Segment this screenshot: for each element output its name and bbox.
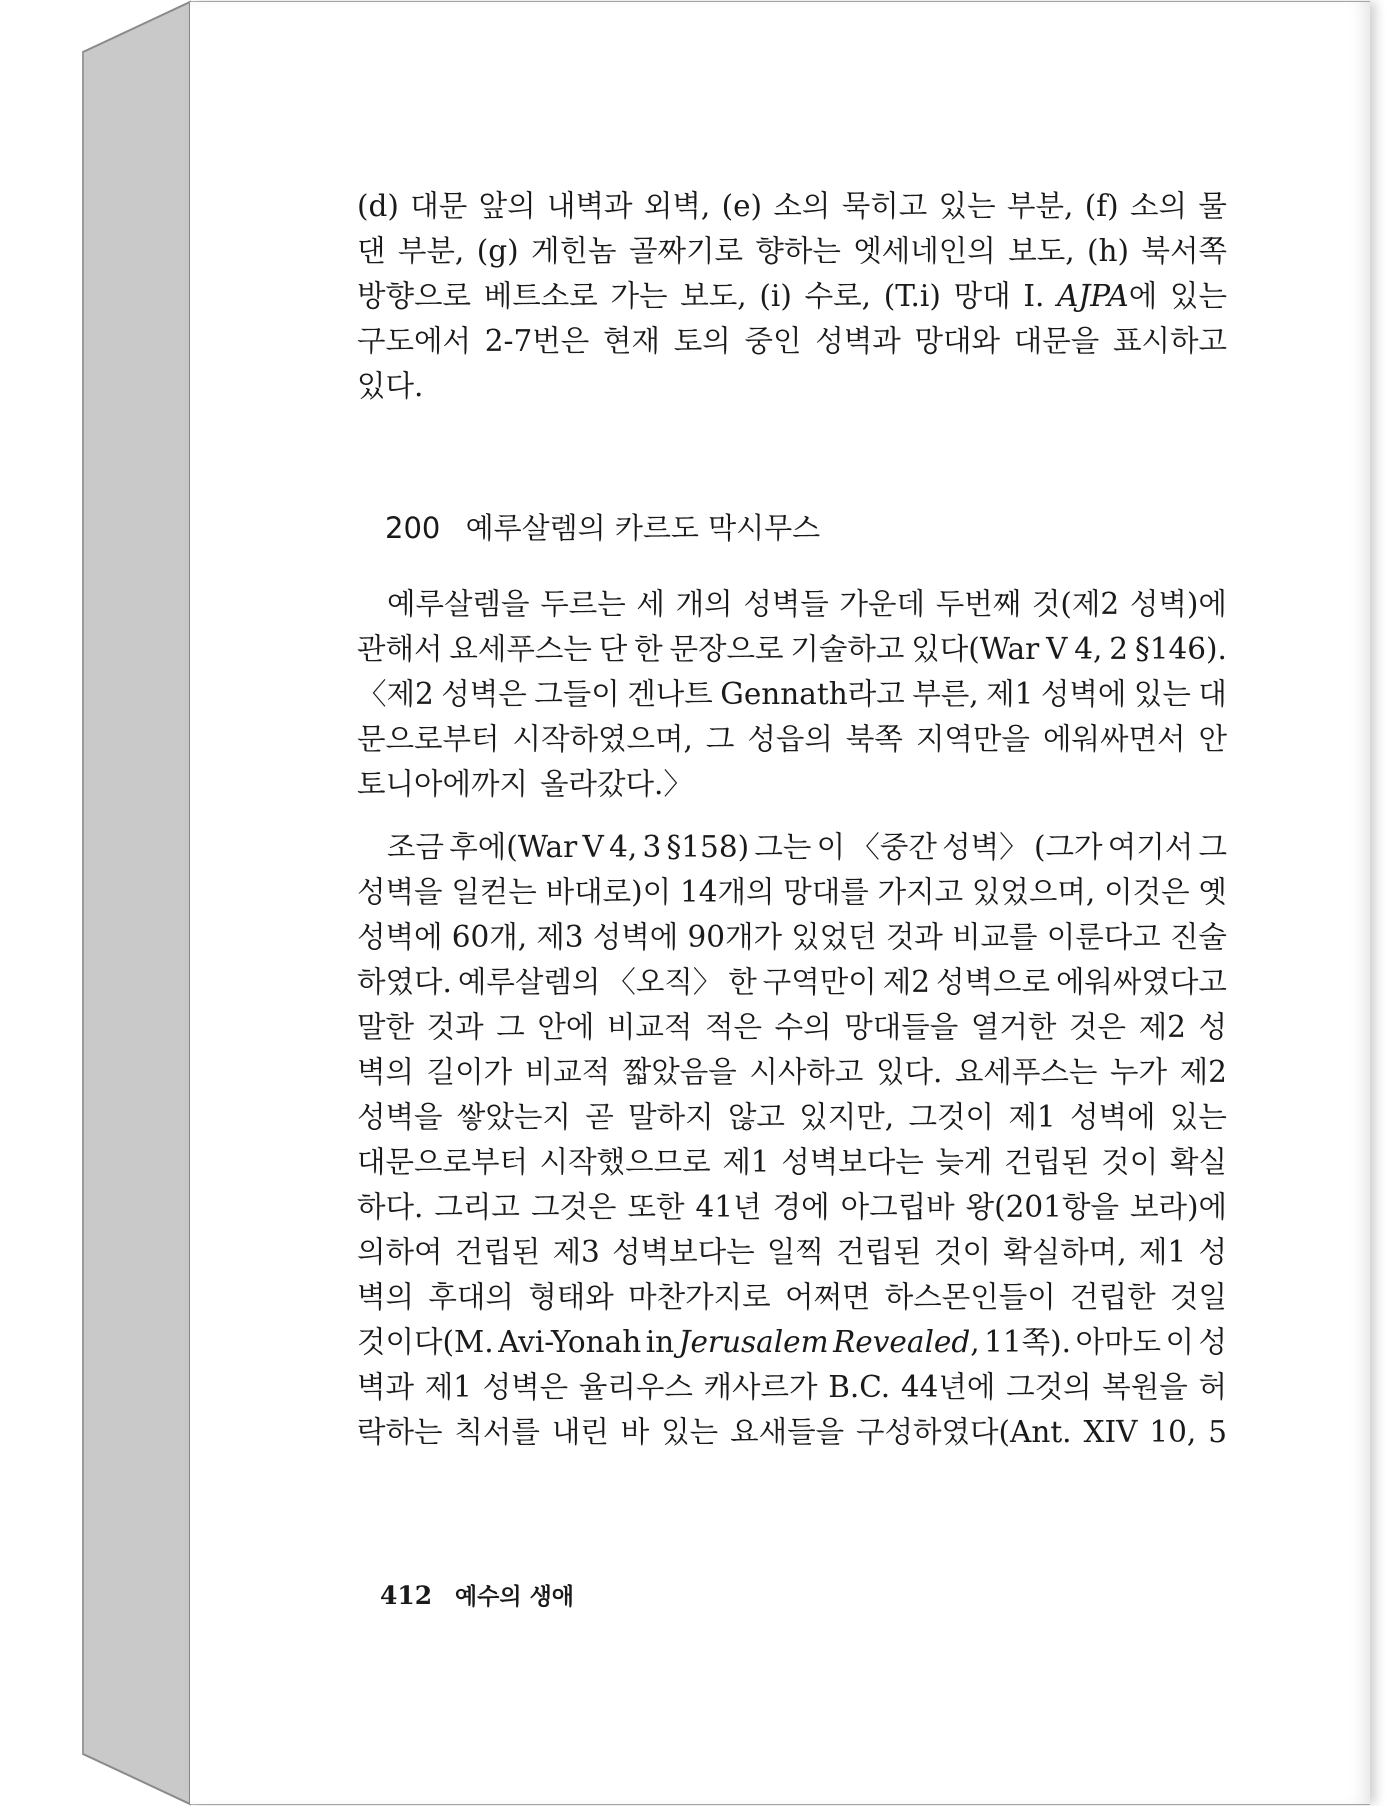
word: 제2: [1138, 1010, 1186, 1044]
word: 앞의: [478, 189, 536, 223]
word: 마찬가지로: [628, 1280, 771, 1314]
word: 구도에서: [357, 324, 471, 358]
word: 길이가: [426, 1055, 513, 1089]
word: 요새들을: [730, 1415, 845, 1449]
word: 시작했으므로: [539, 1145, 711, 1179]
word: 건립한: [1070, 1280, 1156, 1314]
word: 성벽과: [815, 324, 901, 358]
word: 댄: [357, 234, 386, 268]
word: 요세푸스는: [449, 632, 592, 666]
word: 있다.: [875, 1055, 943, 1089]
word: 이: [1165, 1325, 1194, 1359]
word: 세: [636, 587, 665, 621]
word: 이룬다고: [1046, 920, 1161, 954]
word: 것과: [426, 1010, 484, 1044]
word: 또한: [627, 1190, 685, 1224]
word: AJPA에: [1057, 279, 1158, 313]
word: 구성하였다(Ant.: [856, 1415, 1072, 1449]
word: 대문: [410, 189, 468, 223]
word: 후대의: [428, 1280, 514, 1314]
word: 기술하고: [790, 632, 905, 666]
word: 60개,: [451, 920, 528, 954]
word: 제3: [536, 920, 584, 954]
word: 관해서: [357, 632, 443, 666]
word: 에워싸면서: [1042, 722, 1186, 756]
word: 않고: [727, 1100, 785, 1134]
word: 그: [705, 722, 735, 756]
word: 허: [1198, 1370, 1227, 1404]
word: 벽의: [357, 1280, 414, 1314]
word: 것이다(M.: [357, 1325, 494, 1359]
word: 부분,: [397, 234, 465, 268]
word: 5: [1208, 1415, 1227, 1449]
word: 시작하였으며,: [512, 722, 693, 756]
word: 칙서를: [454, 1415, 540, 1449]
word: 소의: [1130, 189, 1188, 223]
word: 제1: [424, 1370, 472, 1404]
word: 하였다.: [357, 965, 452, 999]
word: 보라)에: [1129, 1190, 1227, 1224]
word: 있는: [661, 1415, 719, 1449]
word: B.C.: [828, 1370, 891, 1404]
word: 게힌놈: [531, 234, 617, 268]
word: 의하여: [357, 1235, 443, 1269]
word: 성벽을: [357, 875, 443, 909]
word: 4,: [609, 830, 638, 864]
word: 44년에: [900, 1370, 996, 1404]
word: 제2: [882, 965, 930, 999]
text-line: [357, 870, 1227, 915]
word: 그들이: [534, 677, 620, 711]
word: 가는: [610, 279, 668, 313]
word: 확실하며,: [1003, 1235, 1127, 1269]
word: 성: [1198, 1325, 1227, 1359]
word: Gennath라고: [720, 677, 905, 711]
word: §146).: [1134, 632, 1227, 666]
text-line: [357, 1185, 1227, 1230]
text-line: [357, 1095, 1227, 1140]
word: 개의: [675, 587, 733, 621]
word: 구역만이: [762, 965, 877, 999]
word: 곧: [585, 1100, 614, 1134]
word: 14개의: [679, 875, 775, 909]
word: 성벽에: [592, 920, 679, 954]
word: 방향으로: [357, 279, 471, 313]
word: 이것은: [1104, 875, 1190, 909]
word: 쌓았는지: [456, 1100, 571, 1134]
word: 비교적: [524, 1055, 611, 1089]
word: 묵히고: [841, 189, 928, 223]
word: 향하는: [755, 234, 841, 268]
text-line: [357, 1140, 1227, 1185]
word: 망대들을: [844, 1010, 959, 1044]
word: 시사하고: [749, 1055, 864, 1089]
word: 〈중간: [850, 830, 937, 864]
word: 성벽에: [357, 920, 443, 954]
word: 제1: [1138, 1235, 1187, 1269]
word: 북쪽: [845, 722, 903, 756]
word: 부분,: [1007, 189, 1074, 223]
word: 〈제2: [357, 677, 434, 711]
word: 벽의: [357, 1055, 414, 1089]
word: 외벽,: [643, 189, 711, 223]
word: 안: [1198, 722, 1227, 756]
word: 복원을: [1102, 1370, 1188, 1404]
word: 성읍의: [747, 722, 833, 756]
word: 문으로부터: [357, 722, 500, 756]
word: 비교적: [606, 1010, 693, 1044]
word: 소의: [773, 189, 831, 223]
word: 단: [598, 632, 628, 666]
word: 2: [1109, 632, 1129, 666]
word: 것과: [885, 920, 943, 954]
word: 표시하고: [1113, 324, 1227, 358]
word: 열거한: [970, 1010, 1057, 1044]
word: 이: [816, 830, 846, 864]
word: 성벽에: [1070, 1100, 1156, 1134]
word: 하다.: [357, 1190, 424, 1224]
word: 가지고: [877, 875, 964, 909]
word: 성: [1198, 1235, 1227, 1269]
text-line: [357, 960, 1227, 1005]
word: 형태와: [528, 1280, 614, 1314]
word: 있는: [938, 189, 996, 223]
word: 있는: [1169, 279, 1227, 313]
word: 한: [634, 632, 663, 666]
text-line: [357, 825, 1227, 870]
word: 성벽들: [743, 587, 829, 621]
word: (i): [759, 279, 792, 313]
main-paragraph-1: [357, 582, 1227, 807]
word: 북서쪽: [1141, 234, 1227, 268]
word: §158): [666, 830, 750, 864]
word: 성벽〉: [942, 830, 1029, 864]
word: 4,: [1074, 632, 1103, 666]
word: 성벽으로: [935, 965, 1050, 999]
word: 에워싸였다고: [1055, 965, 1227, 999]
word: 건립된: [1004, 1145, 1090, 1179]
word: 비교를: [952, 920, 1038, 954]
word: 제1: [1008, 1100, 1056, 1134]
word: 그: [496, 1010, 525, 1044]
word: (g): [476, 234, 519, 268]
word: 그것이: [908, 1100, 995, 1134]
word: 예루살렘을: [387, 587, 530, 621]
word: 토의: [673, 324, 731, 358]
word: 있었으며,: [971, 875, 1096, 909]
text-line: [357, 184, 1227, 229]
word: 내벽과: [546, 189, 633, 223]
word: 현재: [603, 324, 660, 358]
text-line: [357, 1275, 1227, 1320]
text-line: [357, 915, 1227, 960]
word: 성: [1198, 1010, 1227, 1044]
word: 한: [728, 965, 757, 999]
word: in: [645, 1325, 675, 1359]
word: 것은: [1068, 1010, 1126, 1044]
word: 수의: [774, 1010, 832, 1044]
word: V: [1046, 632, 1068, 666]
word: 아마도: [1075, 1325, 1162, 1359]
text-line: [357, 1230, 1227, 1275]
word: 대문을: [1013, 324, 1100, 358]
word: 중인: [744, 324, 802, 358]
word: 벽과: [357, 1370, 414, 1404]
word: I.: [1023, 279, 1045, 313]
word: 락하는: [357, 1415, 443, 1449]
word: 대문으로부터: [357, 1145, 528, 1179]
word: 캐사르가: [703, 1370, 818, 1404]
word: 누가: [1110, 1055, 1168, 1089]
text-line: [357, 627, 1227, 672]
word: 겐나트: [627, 677, 713, 711]
word: 어쩌면: [784, 1280, 871, 1314]
word: 짧았음을: [622, 1055, 737, 1089]
word: 것이: [933, 1235, 991, 1269]
word: 있는: [1169, 1100, 1227, 1134]
word: 있다(War: [911, 632, 1040, 666]
word: 그: [1198, 830, 1227, 864]
text-line: [357, 1050, 1227, 1095]
word: 옛: [1198, 875, 1227, 909]
word: 문장으로: [669, 632, 784, 666]
word: 골짜기로: [628, 234, 743, 268]
word: 베트소로: [483, 279, 598, 313]
word: 올라갔다.〉: [539, 767, 693, 801]
word: 망대: [953, 279, 1011, 313]
word: 것이: [1101, 1145, 1159, 1179]
word: (h): [1087, 234, 1130, 268]
word: 율리우스: [578, 1370, 693, 1404]
word: 제1: [986, 677, 1034, 711]
section-number: 200: [385, 511, 441, 545]
word: 성벽은: [441, 677, 527, 711]
text-line: [357, 319, 1227, 364]
word: 여기서: [1107, 830, 1194, 864]
word: 예루살렘의: [457, 965, 601, 999]
word: 그는: [754, 830, 812, 864]
word: 2-7번은: [484, 324, 590, 358]
word: 바대로)이: [545, 875, 672, 909]
text-line: [357, 717, 1227, 762]
word: 90개가: [687, 920, 782, 954]
upper-paragraph: [357, 184, 1227, 409]
section-title: 예루살렘의 카르도 막시무스: [465, 511, 821, 545]
text-line: [357, 1410, 1227, 1455]
word: 망대와: [914, 324, 1000, 358]
word: 지역만을: [915, 722, 1030, 756]
word: (d): [357, 189, 399, 223]
text-line: [357, 229, 1227, 274]
word: 진술: [1169, 920, 1227, 954]
word: 물: [1198, 189, 1227, 223]
word: 가운데: [839, 587, 926, 621]
word: 두르는: [540, 587, 626, 621]
word: Jerusalem: [678, 1325, 829, 1359]
word: Revealed,: [833, 1325, 980, 1359]
text-line: [357, 1320, 1227, 1365]
word: 것일: [1170, 1280, 1227, 1314]
word: 10,: [1149, 1415, 1197, 1449]
word: 엣세네인의: [853, 234, 996, 268]
word: 수로,: [804, 279, 871, 313]
word: XIV: [1083, 1415, 1138, 1449]
word: Avi-Yonah: [498, 1325, 642, 1359]
word: 바: [620, 1415, 650, 1449]
word: 보도,: [680, 279, 747, 313]
word: 적은: [705, 1010, 763, 1044]
word: 대: [1198, 677, 1227, 711]
word: 그것은: [530, 1190, 617, 1224]
word: 아그립바: [840, 1190, 955, 1224]
word: 성벽보다는: [612, 1235, 755, 1269]
word: 말한: [357, 1010, 414, 1044]
word: (T.i): [883, 279, 941, 313]
word: 부른,: [912, 677, 979, 711]
section-heading: [385, 508, 820, 548]
word: 제3: [552, 1235, 600, 1269]
word: 있지만,: [799, 1100, 895, 1134]
word: 있다.: [357, 369, 424, 403]
word: 3: [642, 830, 662, 864]
word: 일컫는: [451, 875, 537, 909]
word: 성벽을: [357, 1100, 443, 1134]
word: 왕(201항을: [965, 1190, 1119, 1224]
word: 것(제2: [1031, 587, 1120, 621]
word: 성벽)에: [1129, 587, 1227, 621]
word: 늦게: [935, 1145, 993, 1179]
text-line: [357, 582, 1227, 627]
word: 그것의: [1006, 1370, 1092, 1404]
word: (e): [721, 189, 763, 223]
word: 건립된: [836, 1235, 922, 1269]
word: 안에: [537, 1010, 595, 1044]
text-line: [357, 672, 1227, 717]
word: 일찍: [766, 1235, 824, 1269]
word: (f): [1084, 189, 1119, 223]
word: 있는: [1133, 677, 1191, 711]
word: 확실: [1169, 1145, 1227, 1179]
word: 요세푸스는: [954, 1055, 1098, 1089]
word: 망대를: [783, 875, 869, 909]
word: V: [582, 830, 604, 864]
word: (그가: [1033, 830, 1103, 864]
running-title: 예수의 생애: [454, 1584, 575, 1610]
word: 41년: [695, 1190, 762, 1224]
word: 두번째: [935, 587, 1022, 621]
text-line: [357, 1365, 1227, 1410]
page-number: 412: [380, 1581, 433, 1610]
word: 하스몬인들이: [884, 1280, 1056, 1314]
word: 그리고: [434, 1190, 520, 1224]
word: 성벽에: [1040, 677, 1127, 711]
text-line: [357, 364, 1227, 409]
text-line: [357, 1005, 1227, 1050]
word: 〈오직〉: [606, 965, 723, 999]
word: 말하지: [628, 1100, 714, 1134]
text-line: [357, 274, 1227, 319]
word: 내린: [551, 1415, 609, 1449]
page-footer: [380, 1578, 574, 1611]
word: 11쪽).: [984, 1325, 1072, 1359]
word: 토니아에까지: [357, 767, 528, 801]
word: 제1: [722, 1145, 770, 1179]
word: 보도,: [1008, 234, 1075, 268]
word: 성벽보다는: [781, 1145, 924, 1179]
word: 경에: [772, 1190, 830, 1224]
word: 있었던: [791, 920, 877, 954]
word: 조금: [387, 830, 444, 864]
word: 후에(War: [449, 830, 578, 864]
word: 제2: [1179, 1055, 1227, 1089]
word: 건립된: [454, 1235, 541, 1269]
main-paragraph-2: [357, 825, 1227, 1455]
word: 성벽은: [482, 1370, 569, 1404]
text-line: [357, 762, 1227, 807]
